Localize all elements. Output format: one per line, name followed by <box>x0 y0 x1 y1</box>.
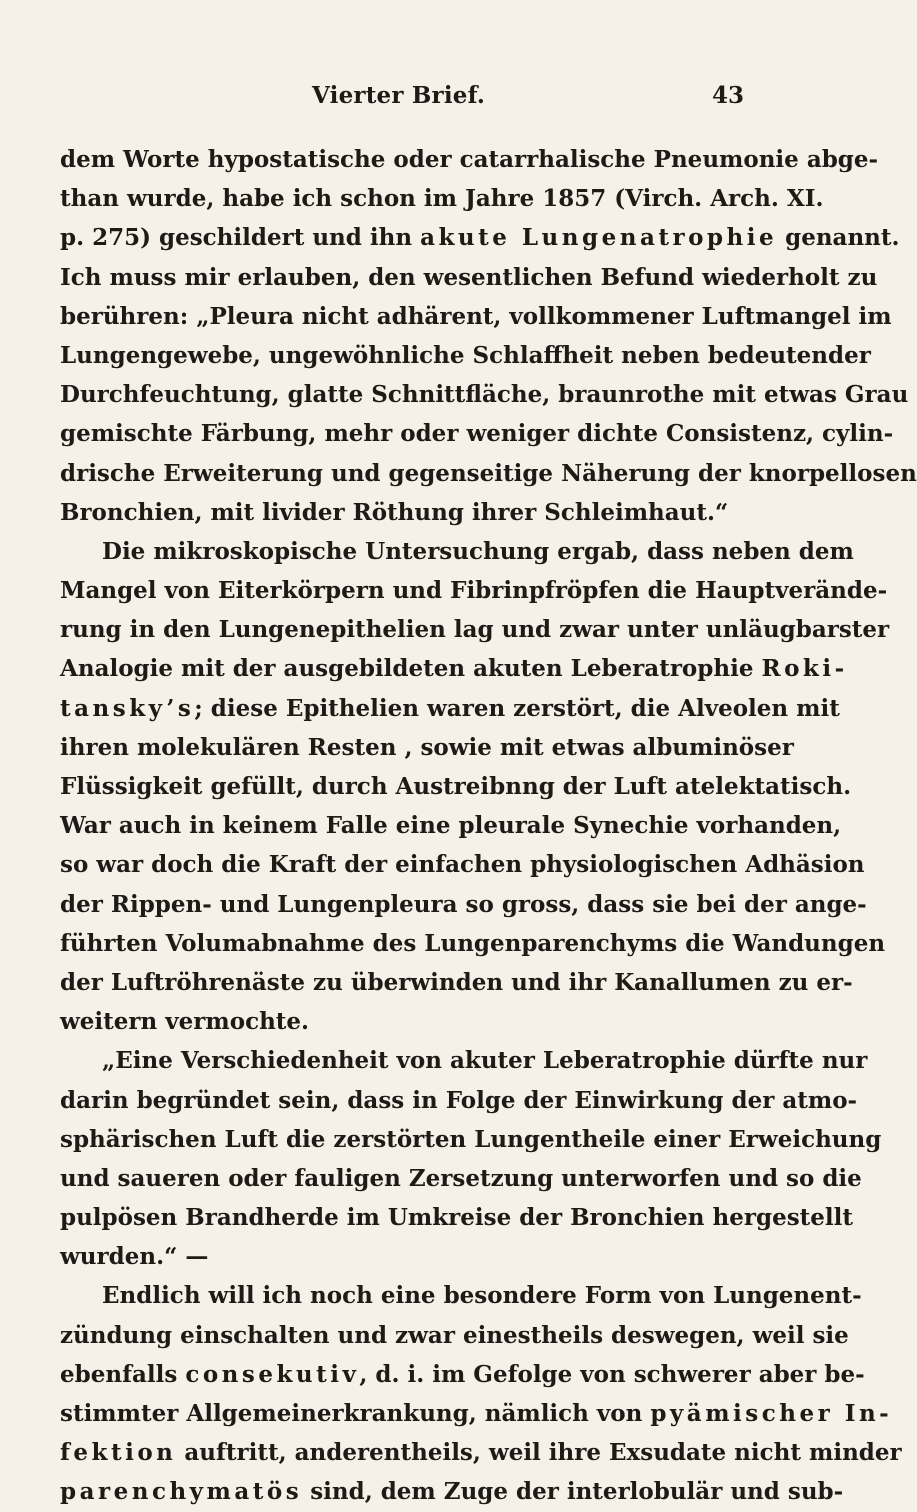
text-segment: darin begründet sein, dass in Folge der Einwirkung der atmo- <box>60 1086 858 1114</box>
text-segment: wurden.“ — <box>60 1243 209 1271</box>
text-line <box>60 140 879 179</box>
text-line <box>60 1355 865 1394</box>
text-line <box>60 1472 844 1511</box>
text-segment: so war doch die Kraft der einfachen physiologischen Adhäsion <box>60 851 865 879</box>
text-line <box>60 375 909 414</box>
text-segment: genannt. <box>777 224 900 252</box>
text-segment: sind, dem Zuge der interlobulär und sub- <box>302 1478 844 1506</box>
text-line <box>60 179 824 218</box>
text-line <box>60 767 852 806</box>
text-line <box>60 1276 862 1315</box>
text-segment: drische Erweiterung und gegenseitige Näherung der knorpellosen <box>60 459 917 487</box>
text-line <box>60 1120 882 1159</box>
emphasized-text: fektion <box>60 1439 177 1467</box>
text-line <box>60 454 917 493</box>
emphasized-text: tansky’s <box>60 694 195 722</box>
text-line <box>60 728 794 767</box>
text-line <box>60 610 890 649</box>
text-segment: weitern vermochte. <box>60 1008 310 1036</box>
emphasized-text: Roki- <box>761 655 848 683</box>
text-line <box>60 689 840 728</box>
text-segment: Endlich will ich noch eine besondere Form von Lungenent- <box>102 1282 862 1310</box>
text-segment: gemischte Färbung, mehr oder weniger dichte Consistenz, cylin- <box>60 420 894 448</box>
text-segment: War auch in keinem Falle eine pleurale Synechie vorhanden, <box>60 812 842 840</box>
text-segment: Bronchien, mit livider Röthung ihrer Schleimhaut.“ <box>60 498 729 526</box>
body-text <box>60 140 917 1512</box>
text-line <box>60 649 848 688</box>
emphasized-text: parenchymatös <box>60 1478 303 1506</box>
text-segment: p. 275) geschildert und ihn <box>60 224 421 252</box>
text-segment: stimmter Allgemeinerkrankung, nämlich von <box>60 1400 651 1427</box>
text-line <box>60 218 900 257</box>
text-line <box>60 806 842 845</box>
text-segment: Durchfeuchtung, glatte Schnittfläche, braunrothe mit etwas Grau <box>60 381 909 409</box>
text-segment: zündung einschalten und zwar einestheils deswegen, weil sie <box>60 1321 849 1349</box>
text-segment: ebenfalls <box>60 1360 186 1388</box>
text-line <box>60 845 865 884</box>
text-line <box>60 414 894 453</box>
text-line <box>60 963 853 1002</box>
text-line <box>60 1316 849 1355</box>
text-segment: dem Worte hypostatische oder catarrhalische Pneumonie abge- <box>60 146 879 173</box>
emphasized-text: akute Lungenatrophie <box>420 224 778 252</box>
emphasized-text: consekutiv <box>185 1360 360 1388</box>
text-line <box>60 1159 862 1198</box>
text-segment: Ich muss mir erlauben, den wesentlichen Befund wiederholt zu <box>60 263 878 291</box>
text-segment: Die mikroskopische Untersuchung ergab, dass neben dem <box>102 537 854 565</box>
text-line <box>60 885 867 924</box>
text-segment: Lungengewebe, ungewöhnliche Schlaffheit neben bedeutender <box>60 341 871 369</box>
text-segment: Mangel von Eiterkörpern und Fibrinpfröpfen die Hauptverände- <box>60 577 888 605</box>
text-segment: rung in den Lungenepithelien lag und zwar unter unläugbarster <box>60 616 890 644</box>
text-segment: ihren molekulären Resten , sowie mit etwas albuminöser <box>60 733 794 761</box>
text-line <box>60 1081 858 1120</box>
text-segment: sphärischen Luft die zerstörten Lungentheile einer Erweichung <box>60 1125 882 1153</box>
text-segment: Flüssigkeit gefüllt, durch Austreibnng der Luft atelektatisch. <box>60 773 852 800</box>
text-line <box>60 1041 868 1080</box>
text-segment: „Eine Verschiedenheit von akuter Leberatrophie dürfte nur <box>102 1047 868 1075</box>
text-line <box>60 1198 854 1237</box>
text-line <box>60 1002 770 1041</box>
text-line <box>60 924 886 963</box>
text-segment: und saueren oder fauligen Zersetzung unterworfen und so die <box>60 1164 862 1192</box>
text-segment: der Rippen- und Lungenpleura so gross, dass sie bei der ange- <box>60 890 867 918</box>
text-line <box>60 1433 902 1472</box>
emphasized-text: pyämischer In- <box>650 1400 893 1427</box>
page-header <box>60 82 770 112</box>
text-line <box>60 1394 893 1433</box>
text-segment: ; diese Epithelien waren zerstört, die Alveolen mit <box>194 694 840 722</box>
text-segment: auftritt, anderentheils, weil ihre Exsudate nicht minder <box>176 1439 902 1467</box>
text-segment: than wurde, habe ich schon im Jahre 1857 (Virch. Arch. XI. <box>60 185 824 213</box>
text-segment: pulpösen Brandherde im Umkreise der Bronchien hergestellt <box>60 1204 854 1232</box>
text-segment: führten Volumabnahme des Lungenparenchyms die Wandungen <box>60 929 886 957</box>
text-line <box>60 571 888 610</box>
text-segment: der Luftröhrenäste zu überwinden und ihr Kanallumen zu er- <box>60 968 853 996</box>
text-line <box>60 1237 770 1276</box>
text-line <box>60 532 854 571</box>
text-segment: Analogie mit der ausgebildeten akuten Leberatrophie <box>60 655 762 683</box>
running-title: Vierter Brief. <box>312 82 486 109</box>
page-number: 43 <box>711 82 744 109</box>
text-line <box>60 336 871 375</box>
text-line <box>60 297 892 336</box>
text-segment: berühren: „Pleura nicht adhärent, vollkommener Luftmangel im <box>60 302 892 330</box>
text-line <box>60 493 770 532</box>
text-line <box>60 258 878 297</box>
text-segment: , d. i. im Gefolge von schwerer aber be- <box>359 1360 865 1388</box>
